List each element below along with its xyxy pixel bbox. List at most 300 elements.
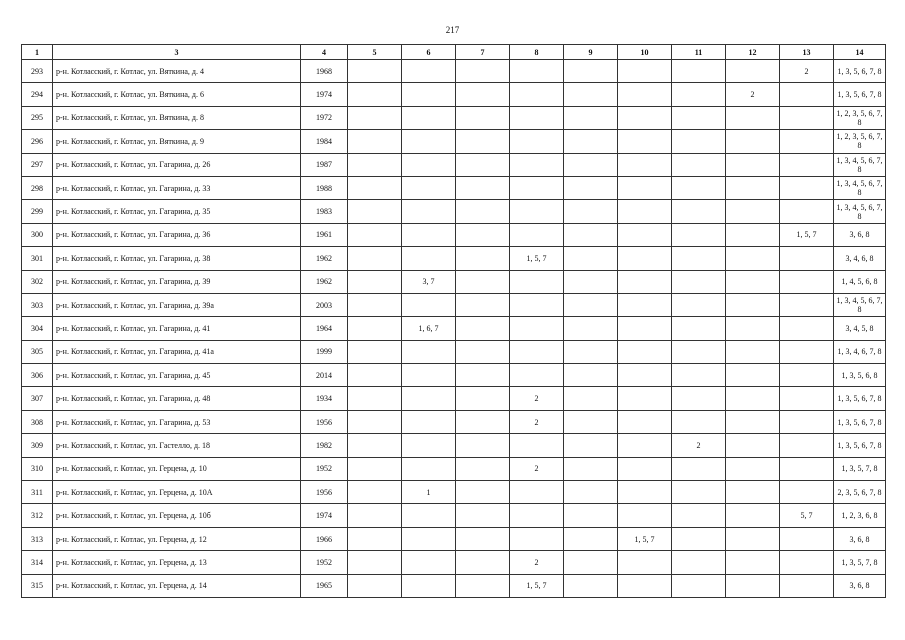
col11-cell — [672, 176, 726, 199]
col9-cell — [564, 106, 618, 129]
col9-cell — [564, 60, 618, 83]
column-header: 1 — [22, 45, 53, 60]
col5-cell — [348, 200, 402, 223]
table-row — [22, 527, 886, 550]
col11-cell — [672, 270, 726, 293]
row-number-cell: 305 — [22, 340, 53, 363]
col11-cell — [672, 504, 726, 527]
col7-cell — [456, 434, 510, 457]
col8-cell: 2 — [510, 410, 564, 433]
year-cell: 1999 — [301, 340, 348, 363]
row-number-cell: 302 — [22, 270, 53, 293]
col6-cell — [402, 293, 456, 316]
col5-cell — [348, 317, 402, 340]
col10-cell — [618, 410, 672, 433]
table-row — [22, 457, 886, 480]
col7-cell — [456, 504, 510, 527]
col13-cell — [780, 200, 834, 223]
address-cell: р-н. Котласский, г. Котлас, ул. Герцена, д. 10А — [53, 481, 301, 504]
col6-cell — [402, 223, 456, 246]
col12-cell — [726, 106, 780, 129]
col9-cell — [564, 293, 618, 316]
col9-cell — [564, 317, 618, 340]
col12-cell — [726, 434, 780, 457]
table-row — [22, 293, 886, 316]
col6-cell — [402, 551, 456, 574]
table-row — [22, 410, 886, 433]
address-cell: р-н. Котласский, г. Котлас, ул. Гагарина, д. 38 — [53, 247, 301, 270]
col5-cell — [348, 340, 402, 363]
year-cell: 1965 — [301, 574, 348, 597]
col5-cell — [348, 457, 402, 480]
col10-cell — [618, 387, 672, 410]
row-number-cell: 304 — [22, 317, 53, 340]
col14-cell: 1, 2, 3, 5, 6, 7, 8 — [834, 130, 886, 153]
col12-cell — [726, 364, 780, 387]
col14-cell: 1, 3, 4, 6, 7, 8 — [834, 340, 886, 363]
col8-cell — [510, 293, 564, 316]
table-row — [22, 247, 886, 270]
col5-cell — [348, 574, 402, 597]
col11-cell — [672, 527, 726, 550]
col8-cell — [510, 481, 564, 504]
col12-cell — [726, 317, 780, 340]
col5-cell — [348, 387, 402, 410]
address-cell: р-н. Котласский, г. Котлас, ул. Гагарина, д. 48 — [53, 387, 301, 410]
col9-cell — [564, 364, 618, 387]
col13-cell — [780, 270, 834, 293]
col9-cell — [564, 176, 618, 199]
col13-cell — [780, 387, 834, 410]
year-cell: 1956 — [301, 481, 348, 504]
row-number-cell: 307 — [22, 387, 53, 410]
col11-cell — [672, 457, 726, 480]
col14-cell: 1, 3, 4, 5, 6, 7, 8 — [834, 293, 886, 316]
year-cell: 1974 — [301, 504, 348, 527]
address-cell: р-н. Котласский, г. Котлас, ул. Гагарина, д. 35 — [53, 200, 301, 223]
col11-cell — [672, 200, 726, 223]
col8-cell — [510, 60, 564, 83]
table-row — [22, 176, 886, 199]
col14-cell: 1, 3, 5, 6, 8 — [834, 364, 886, 387]
col6-cell — [402, 60, 456, 83]
col10-cell — [618, 481, 672, 504]
col13-cell: 1, 5, 7 — [780, 223, 834, 246]
col7-cell — [456, 574, 510, 597]
col12-cell — [726, 551, 780, 574]
col5-cell — [348, 410, 402, 433]
col10-cell — [618, 434, 672, 457]
col5-cell — [348, 247, 402, 270]
col6-cell: 1 — [402, 481, 456, 504]
col9-cell — [564, 387, 618, 410]
col9-cell — [564, 270, 618, 293]
col13-cell — [780, 340, 834, 363]
col14-cell: 1, 3, 4, 5, 6, 7, 8 — [834, 176, 886, 199]
address-cell: р-н. Котласский, г. Котлас, ул. Гагарина, д. 41 — [53, 317, 301, 340]
col7-cell — [456, 364, 510, 387]
col9-cell — [564, 410, 618, 433]
col12-cell — [726, 153, 780, 176]
row-number-cell: 295 — [22, 106, 53, 129]
col11-cell — [672, 481, 726, 504]
row-number-cell: 311 — [22, 481, 53, 504]
col10-cell — [618, 270, 672, 293]
col13-cell — [780, 106, 834, 129]
col6-cell: 3, 7 — [402, 270, 456, 293]
col8-cell — [510, 106, 564, 129]
col5-cell — [348, 130, 402, 153]
address-cell: р-н. Котласский, г. Котлас, ул. Вяткина, д. 6 — [53, 83, 301, 106]
col9-cell — [564, 247, 618, 270]
col11-cell — [672, 60, 726, 83]
year-cell: 1956 — [301, 410, 348, 433]
row-number-cell: 293 — [22, 60, 53, 83]
col13-cell — [780, 410, 834, 433]
col10-cell: 1, 5, 7 — [618, 527, 672, 550]
col11-cell — [672, 153, 726, 176]
row-number-cell: 300 — [22, 223, 53, 246]
col5-cell — [348, 293, 402, 316]
col8-cell: 2 — [510, 387, 564, 410]
year-cell: 1983 — [301, 200, 348, 223]
col8-cell — [510, 153, 564, 176]
col6-cell — [402, 83, 456, 106]
col10-cell — [618, 551, 672, 574]
col13-cell — [780, 527, 834, 550]
col9-cell — [564, 481, 618, 504]
col13-cell — [780, 457, 834, 480]
col14-cell: 1, 3, 5, 6, 7, 8 — [834, 387, 886, 410]
col9-cell — [564, 340, 618, 363]
address-cell: р-н. Котласский, г. Котлас, ул. Гагарина, д. 45 — [53, 364, 301, 387]
year-cell: 1987 — [301, 153, 348, 176]
table-row — [22, 364, 886, 387]
col11-cell — [672, 247, 726, 270]
col5-cell — [348, 551, 402, 574]
col10-cell — [618, 574, 672, 597]
table-row — [22, 481, 886, 504]
col12-cell — [726, 527, 780, 550]
col14-cell: 3, 4, 6, 8 — [834, 247, 886, 270]
address-cell: р-н. Котласский, г. Котлас, ул. Вяткина, д. 9 — [53, 130, 301, 153]
address-cell: р-н. Котласский, г. Котлас, ул. Гагарина, д. 53 — [53, 410, 301, 433]
year-cell: 1984 — [301, 130, 348, 153]
col9-cell — [564, 457, 618, 480]
col12-cell — [726, 410, 780, 433]
col6-cell — [402, 504, 456, 527]
table-row — [22, 130, 886, 153]
register-table — [21, 44, 886, 598]
col8-cell — [510, 223, 564, 246]
col13-cell — [780, 551, 834, 574]
col12-cell — [726, 60, 780, 83]
col11-cell — [672, 551, 726, 574]
address-cell: р-н. Котласский, г. Котлас, ул. Герцена, д. 10 — [53, 457, 301, 480]
col8-cell — [510, 200, 564, 223]
col5-cell — [348, 153, 402, 176]
table-row — [22, 574, 886, 597]
col10-cell — [618, 247, 672, 270]
col12-cell: 2 — [726, 83, 780, 106]
col6-cell — [402, 247, 456, 270]
col6-cell: 1, 6, 7 — [402, 317, 456, 340]
col13-cell — [780, 83, 834, 106]
col10-cell — [618, 83, 672, 106]
row-number-cell: 294 — [22, 83, 53, 106]
col13-cell — [780, 153, 834, 176]
col6-cell — [402, 574, 456, 597]
table-row — [22, 504, 886, 527]
col14-cell: 1, 2, 3, 5, 6, 7, 8 — [834, 106, 886, 129]
col12-cell — [726, 340, 780, 363]
col6-cell — [402, 387, 456, 410]
col11-cell — [672, 83, 726, 106]
column-header: 12 — [726, 45, 780, 60]
col12-cell — [726, 574, 780, 597]
col8-cell: 1, 5, 7 — [510, 574, 564, 597]
row-number-cell: 299 — [22, 200, 53, 223]
col9-cell — [564, 83, 618, 106]
col14-cell: 3, 4, 5, 8 — [834, 317, 886, 340]
col8-cell — [510, 434, 564, 457]
table-row — [22, 387, 886, 410]
row-number-cell: 297 — [22, 153, 53, 176]
col7-cell — [456, 340, 510, 363]
col11-cell — [672, 364, 726, 387]
col8-cell — [510, 270, 564, 293]
row-number-cell: 315 — [22, 574, 53, 597]
col9-cell — [564, 504, 618, 527]
address-cell: р-н. Котласский, г. Котлас, ул. Гастелло, д. 18 — [53, 434, 301, 457]
col7-cell — [456, 551, 510, 574]
col10-cell — [618, 200, 672, 223]
year-cell: 2014 — [301, 364, 348, 387]
col8-cell — [510, 340, 564, 363]
col10-cell — [618, 293, 672, 316]
col10-cell — [618, 130, 672, 153]
col14-cell: 1, 3, 5, 6, 7, 8 — [834, 434, 886, 457]
col12-cell — [726, 270, 780, 293]
col5-cell — [348, 176, 402, 199]
col14-cell: 1, 3, 5, 7, 8 — [834, 551, 886, 574]
row-number-cell: 309 — [22, 434, 53, 457]
col10-cell — [618, 176, 672, 199]
address-cell: р-н. Котласский, г. Котлас, ул. Герцена, д. 13 — [53, 551, 301, 574]
col6-cell — [402, 153, 456, 176]
col8-cell — [510, 527, 564, 550]
row-number-cell: 306 — [22, 364, 53, 387]
column-header: 10 — [618, 45, 672, 60]
table-row — [22, 340, 886, 363]
col6-cell — [402, 106, 456, 129]
col7-cell — [456, 410, 510, 433]
table-row — [22, 317, 886, 340]
col13-cell — [780, 247, 834, 270]
col12-cell — [726, 223, 780, 246]
table-row — [22, 106, 886, 129]
column-header: 8 — [510, 45, 564, 60]
col9-cell — [564, 223, 618, 246]
col10-cell — [618, 106, 672, 129]
col11-cell — [672, 340, 726, 363]
row-number-cell: 296 — [22, 130, 53, 153]
col8-cell — [510, 130, 564, 153]
col5-cell — [348, 106, 402, 129]
col7-cell — [456, 387, 510, 410]
col11-cell — [672, 130, 726, 153]
col6-cell — [402, 434, 456, 457]
col11-cell — [672, 387, 726, 410]
col5-cell — [348, 481, 402, 504]
col7-cell — [456, 106, 510, 129]
table-header-row — [22, 45, 886, 60]
col5-cell — [348, 527, 402, 550]
col6-cell — [402, 527, 456, 550]
year-cell: 1968 — [301, 60, 348, 83]
col5-cell — [348, 60, 402, 83]
year-cell: 1952 — [301, 457, 348, 480]
col14-cell: 1, 3, 5, 6, 7, 8 — [834, 83, 886, 106]
year-cell: 2003 — [301, 293, 348, 316]
col10-cell — [618, 153, 672, 176]
year-cell: 1982 — [301, 434, 348, 457]
col14-cell: 1, 3, 5, 7, 8 — [834, 457, 886, 480]
col7-cell — [456, 130, 510, 153]
col14-cell: 1, 2, 3, 6, 8 — [834, 504, 886, 527]
col7-cell — [456, 247, 510, 270]
year-cell: 1964 — [301, 317, 348, 340]
address-cell: р-н. Котласский, г. Котлас, ул. Вяткина, д. 4 — [53, 60, 301, 83]
col14-cell: 3, 6, 8 — [834, 527, 886, 550]
col8-cell: 1, 5, 7 — [510, 247, 564, 270]
col13-cell — [780, 434, 834, 457]
col11-cell — [672, 223, 726, 246]
column-header: 13 — [780, 45, 834, 60]
col7-cell — [456, 317, 510, 340]
col6-cell — [402, 410, 456, 433]
col9-cell — [564, 200, 618, 223]
column-header: 4 — [301, 45, 348, 60]
column-header: 5 — [348, 45, 402, 60]
table-row — [22, 223, 886, 246]
year-cell: 1934 — [301, 387, 348, 410]
row-number-cell: 313 — [22, 527, 53, 550]
year-cell: 1966 — [301, 527, 348, 550]
col11-cell — [672, 574, 726, 597]
column-header: 3 — [53, 45, 301, 60]
col5-cell — [348, 504, 402, 527]
row-number-cell: 298 — [22, 176, 53, 199]
col6-cell — [402, 176, 456, 199]
page-number: 217 — [445, 25, 460, 35]
col12-cell — [726, 387, 780, 410]
col14-cell: 3, 6, 8 — [834, 223, 886, 246]
column-header: 6 — [402, 45, 456, 60]
col7-cell — [456, 223, 510, 246]
year-cell: 1952 — [301, 551, 348, 574]
address-cell: р-н. Котласский, г. Котлас, ул. Вяткина, д. 8 — [53, 106, 301, 129]
col7-cell — [456, 481, 510, 504]
col6-cell — [402, 364, 456, 387]
col8-cell — [510, 364, 564, 387]
col10-cell — [618, 504, 672, 527]
col5-cell — [348, 83, 402, 106]
table-row — [22, 200, 886, 223]
col8-cell — [510, 317, 564, 340]
col13-cell: 5, 7 — [780, 504, 834, 527]
col14-cell: 1, 3, 4, 5, 6, 7, 8 — [834, 153, 886, 176]
row-number-cell: 301 — [22, 247, 53, 270]
col7-cell — [456, 60, 510, 83]
table-body — [22, 60, 886, 598]
table-row — [22, 83, 886, 106]
col12-cell — [726, 176, 780, 199]
col13-cell — [780, 130, 834, 153]
col7-cell — [456, 270, 510, 293]
row-number-cell: 312 — [22, 504, 53, 527]
table-row — [22, 270, 886, 293]
row-number-cell: 308 — [22, 410, 53, 433]
col10-cell — [618, 457, 672, 480]
address-cell: р-н. Котласский, г. Котлас, ул. Герцена, д. 10б — [53, 504, 301, 527]
address-cell: р-н. Котласский, г. Котлас, ул. Герцена, д. 12 — [53, 527, 301, 550]
col12-cell — [726, 200, 780, 223]
col7-cell — [456, 83, 510, 106]
col14-cell: 3, 6, 8 — [834, 574, 886, 597]
col8-cell: 2 — [510, 457, 564, 480]
column-header: 7 — [456, 45, 510, 60]
year-cell: 1961 — [301, 223, 348, 246]
col6-cell — [402, 457, 456, 480]
col12-cell — [726, 481, 780, 504]
col12-cell — [726, 130, 780, 153]
column-header: 14 — [834, 45, 886, 60]
col11-cell — [672, 410, 726, 433]
col13-cell: 2 — [780, 60, 834, 83]
col8-cell — [510, 504, 564, 527]
address-cell: р-н. Котласский, г. Котлас, ул. Герцена, д. 14 — [53, 574, 301, 597]
col12-cell — [726, 247, 780, 270]
year-cell: 1974 — [301, 83, 348, 106]
address-cell: р-н. Котласский, г. Котлас, ул. Гагарина, д. 33 — [53, 176, 301, 199]
col9-cell — [564, 551, 618, 574]
address-cell: р-н. Котласский, г. Котлас, ул. Гагарина, д. 39 — [53, 270, 301, 293]
col10-cell — [618, 223, 672, 246]
col9-cell — [564, 130, 618, 153]
col12-cell — [726, 293, 780, 316]
year-cell: 1962 — [301, 270, 348, 293]
column-header: 9 — [564, 45, 618, 60]
col9-cell — [564, 153, 618, 176]
col5-cell — [348, 270, 402, 293]
address-cell: р-н. Котласский, г. Котлас, ул. Гагарина, д. 36 — [53, 223, 301, 246]
col7-cell — [456, 293, 510, 316]
row-number-cell: 303 — [22, 293, 53, 316]
year-cell: 1988 — [301, 176, 348, 199]
year-cell: 1962 — [301, 247, 348, 270]
col13-cell — [780, 176, 834, 199]
year-cell: 1972 — [301, 106, 348, 129]
col7-cell — [456, 176, 510, 199]
col7-cell — [456, 153, 510, 176]
col7-cell — [456, 457, 510, 480]
col5-cell — [348, 364, 402, 387]
col10-cell — [618, 317, 672, 340]
col14-cell: 1, 3, 4, 5, 6, 7, 8 — [834, 200, 886, 223]
col6-cell — [402, 340, 456, 363]
col13-cell — [780, 574, 834, 597]
